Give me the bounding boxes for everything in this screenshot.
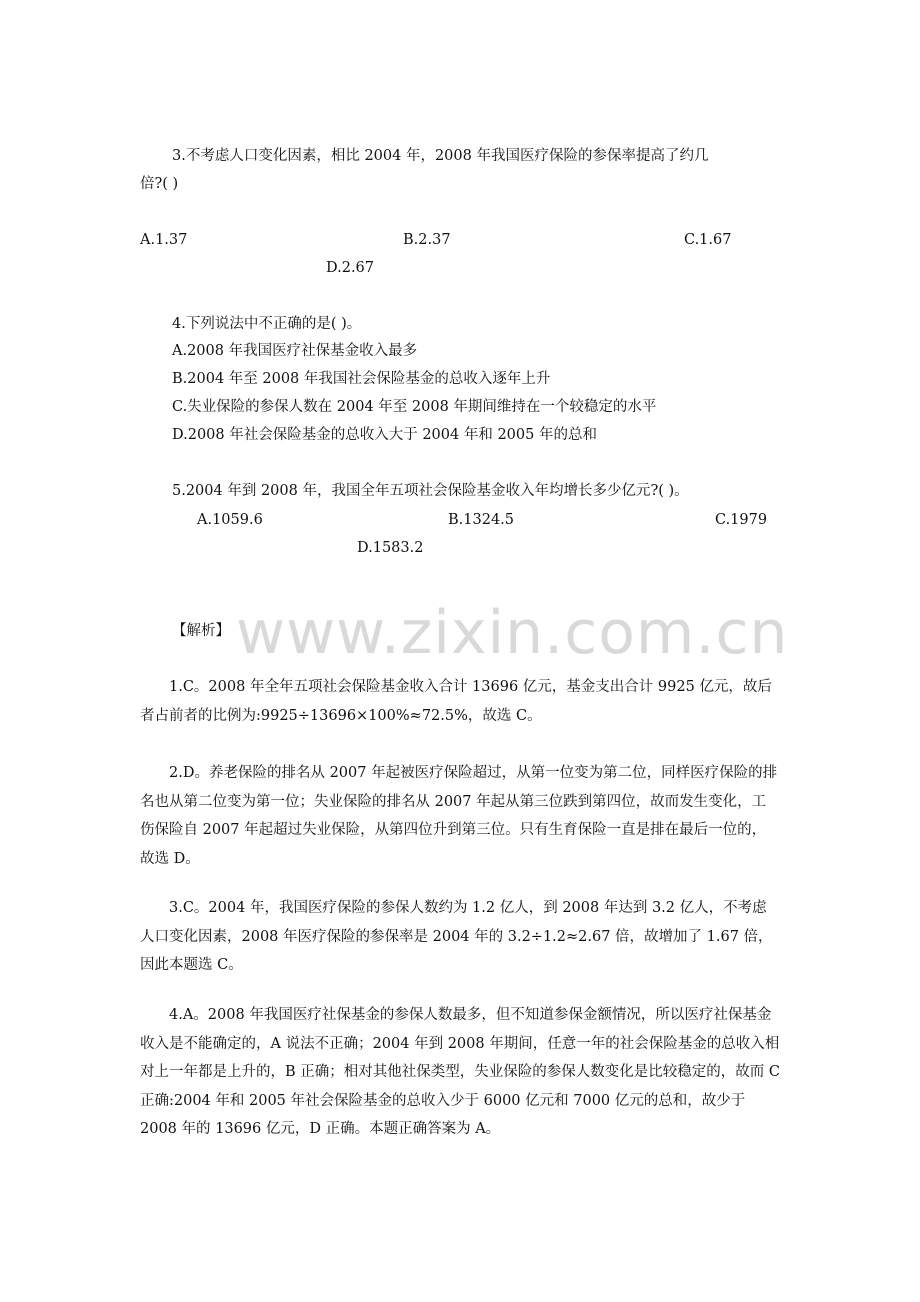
q4-option-d: D.2008 年社会保险基金的总收入大于 2004 年和 2005 年的总和 (172, 427, 597, 443)
q3-option-b: B.2.37 (403, 232, 451, 248)
analysis-item-2: 2.D。养老保险的排名从 2007 年起被医疗保险超过，从第一位变为第二位，同样医疗保险的排名也从第二位变为第一位；失业保险的排名从 2007 年起从第三位跌到第四位，故而发生变化，工伤保险自 2007 年起超过失业保险，从第四位升到第三位。只有生育保险一直是排在最后一位的，故选 D。 (140, 765, 778, 867)
site-watermark: www.zixin.com.cn (236, 598, 789, 668)
q4-option-b: B.2004 年至 2008 年我国社会保险基金的总收入逐年上升 (172, 371, 551, 387)
q4-stem: 4.下列说法中不正确的是( )。 (172, 316, 362, 332)
q3-option-d: D.2.67 (326, 260, 375, 276)
q4-option-c: C.失业保险的参保人数在 2004 年至 2008 年期间维持在一个较稳定的水平 (172, 399, 657, 415)
q4-option-a: A.2008 年我国医疗社保基金收入最多 (172, 343, 418, 359)
analysis-heading: 【解析】 (172, 623, 230, 639)
q5-option-c: C.1979 (715, 512, 768, 528)
analysis-item-4: 4.A。2008 年我国医疗社保基金的参保人数最多，但不知道参保金额情况，所以医疗社保基金收入是不能确定的，A 说法不正确；2004 年到 2008 年期间，任意一年的社会保险基金的总收入相对上一年都是上升的，B 正确；相对其他社保类型，失业保险的参保人数变化是比较稳定的，故而 C 正确:2004 年和 2005 年社会保险基金的总收入少于 6000 亿元和 7000 亿元的总和，故少于 2008 年的 13696 亿元，D 正确。本题正确答案为 A。 (140, 1007, 780, 1137)
q5-option-b: B.1324.5 (448, 512, 515, 528)
analysis-item-1: 1.C。2008 年全年五项社会保险基金收入合计 13696 亿元，基金支出合计 9925 亿元，故后者占前者的比例为:9925÷13696×100%≈72.5%，故选 C。 (140, 679, 772, 724)
q5-stem: 5.2004 年到 2008 年，我国全年五项社会保险基金收入年均增长多少亿元?( )。 (172, 483, 689, 499)
q3-option-c: C.1.67 (684, 232, 732, 248)
q5-option-a: A.1059.6 (197, 512, 263, 528)
q3-stem-line2: 倍?( ) (140, 176, 179, 192)
analysis-item-3: 3.C。2004 年，我国医疗保险的参保人数约为 1.2 亿人，到 2008 年达到 3.2 亿人，不考虑人口变化因素，2008 年医疗保险的参保率是 2004 年的 3.2÷1.2≈2.67 倍，故增加了 1.67 倍，因此本题选 C。 (140, 900, 773, 973)
q3-option-a: A.1.37 (140, 232, 188, 248)
q5-option-d: D.1583.2 (357, 540, 424, 556)
q3-stem-line1: 3.不考虑人口变化因素，相比 2004 年，2008 年我国医疗保险的参保率提高了约几 (172, 148, 709, 164)
